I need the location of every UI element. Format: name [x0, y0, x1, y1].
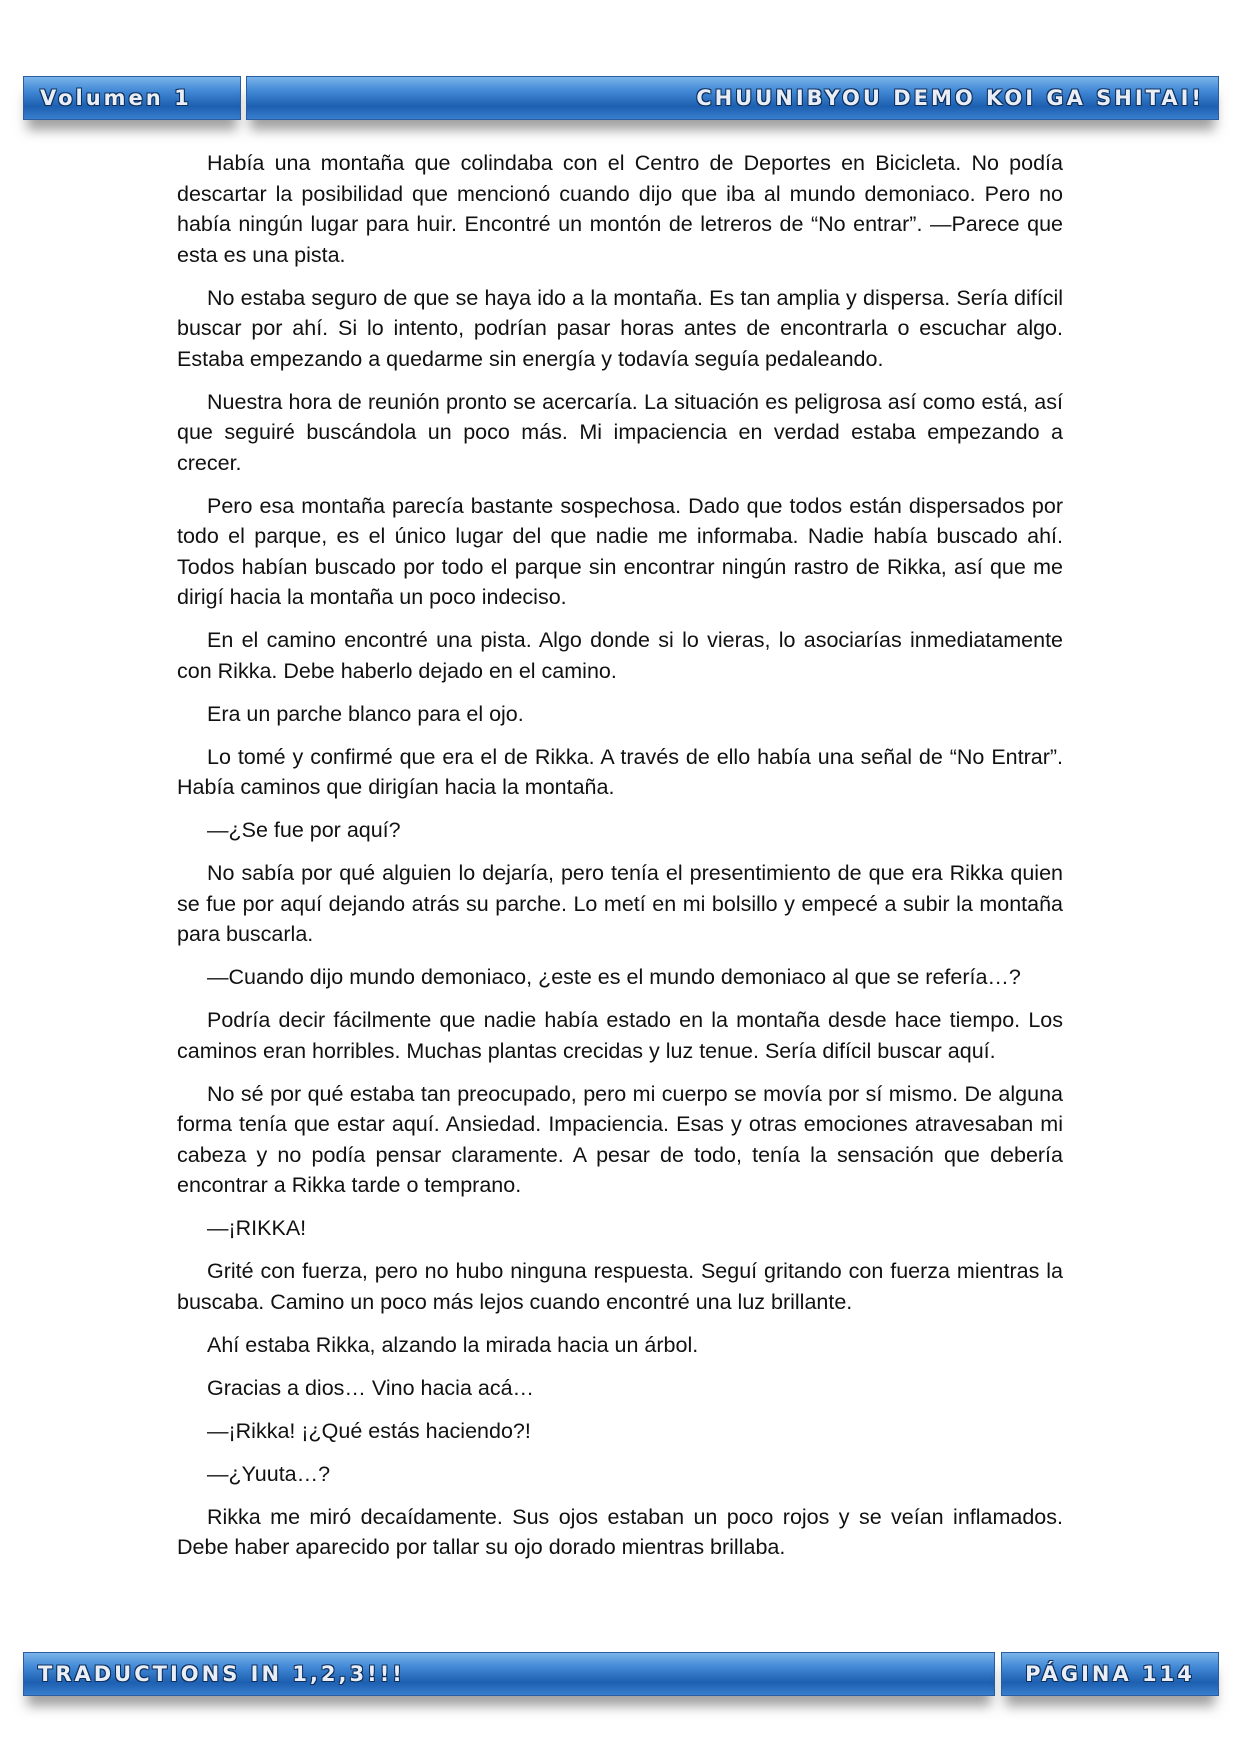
page-body	[177, 148, 1063, 1575]
credits-label: TRADUCTIONS IN 1,2,3!!!	[38, 1662, 405, 1686]
paragraph: Había una montaña que colindaba con el Centro de Deportes en Bicicleta. No podía descartar la posibilidad que mencionó cuando dijo que iba al mundo demoniaco. Pero no había ningún lugar para huir. Encontré un montón de letreros de “No entrar”. —Parece que esta es una pista.	[177, 151, 1063, 267]
paragraph: Pero esa montaña parecía bastante sospechosa. Dado que todos están dispersados por todo el parque, es el único lugar del que nadie me informaba. Nadie había buscado ahí. Todos habían buscado por todo el parque sin encontrar ningún rastro de Rikka, así que me dirigí hacia la montaña un poco indeciso.	[177, 493, 1063, 609]
page-number: PÁGINA 114	[1025, 1662, 1195, 1686]
footer-credits-banner	[23, 1652, 995, 1696]
paragraph: —¿Se fue por aquí?	[207, 818, 401, 842]
paragraph: No sé por qué estaba tan preocupado, pero mi cuerpo se movía por sí mismo. De alguna forma tenía que estar aquí. Ansiedad. Impaciencia. Esas y otras emociones atravesaban mi cabeza y no podía pensar claramente. A pesar de todo, tenía la sensación que debería encontrar a Rikka tarde o temprano.	[177, 1081, 1063, 1197]
paragraph: Gracias a dios… Vino hacia acá…	[207, 1375, 535, 1400]
paragraph: En el camino encontré una pista. Algo donde si lo vieras, lo asociarías inmediatamente con Rikka. Debe haberlo dejado en el camino.	[177, 628, 1063, 683]
paragraph: —¡Rikka! ¡¿Qué estás haciendo?!	[207, 1418, 531, 1443]
paragraph: Lo tomé y confirmé que era el de Rikka. A través de ello había una señal de “No Entrar”. Había caminos que dirigían hacia la montaña.	[177, 744, 1063, 799]
paragraph: Podría decir fácilmente que nadie había estado en la montaña desde hace tiempo. Los caminos eran horribles. Muchas plantas crecidas y luz tenue. Sería difícil buscar aquí.	[177, 1008, 1063, 1063]
paragraph: No sabía por qué alguien lo dejaría, pero tenía el presentimiento de que era Rikka quien se fue por aquí dejando atrás su parche. Lo metí en mi bolsillo y empecé a subir la montaña para buscarla.	[177, 861, 1063, 946]
paragraph: —¡RIKKA!	[207, 1216, 307, 1240]
paragraph: Ahí estaba Rikka, alzando la mirada hacia un árbol.	[207, 1332, 699, 1357]
header-volume-banner	[23, 76, 241, 120]
paragraph: No estaba seguro de que se haya ido a la montaña. Es tan amplia y dispersa. Sería difícil buscar por ahí. Si lo intento, podrían pasar horas antes de encontrarla o escuchar algo. Estaba empezando a quedarme sin energía y todavía seguía pedaleando.	[177, 285, 1063, 371]
paragraph: Era un parche blanco para el ojo.	[207, 701, 524, 726]
series-title: CHUUNIBYOU DEMO KOI GA SHITAI!	[696, 86, 1204, 110]
paragraph: —Cuando dijo mundo demoniaco, ¿este es el mundo demoniaco al que se refería…?	[207, 965, 1021, 989]
header-title-banner	[246, 76, 1219, 120]
paragraph: Rikka me miró decaídamente. Sus ojos estaban un poco rojos y se veían inflamados. Debe haber aparecido por tallar su ojo dorado mientras brillaba.	[177, 1504, 1063, 1559]
volume-label: Volumen 1	[40, 86, 192, 110]
paragraph: Nuestra hora de reunión pronto se acercaría. La situación es peligrosa así como está, así que seguiré buscándola un poco más. Mi impaciencia en verdad estaba empezando a crecer.	[177, 389, 1063, 475]
footer-page-banner	[1001, 1652, 1219, 1696]
paragraph: —¿Yuuta…?	[207, 1461, 331, 1486]
paragraph: Grité con fuerza, pero no hubo ninguna respuesta. Seguí gritando con fuerza mientras la buscaba. Camino un poco más lejos cuando encontré una luz brillante.	[177, 1259, 1063, 1314]
